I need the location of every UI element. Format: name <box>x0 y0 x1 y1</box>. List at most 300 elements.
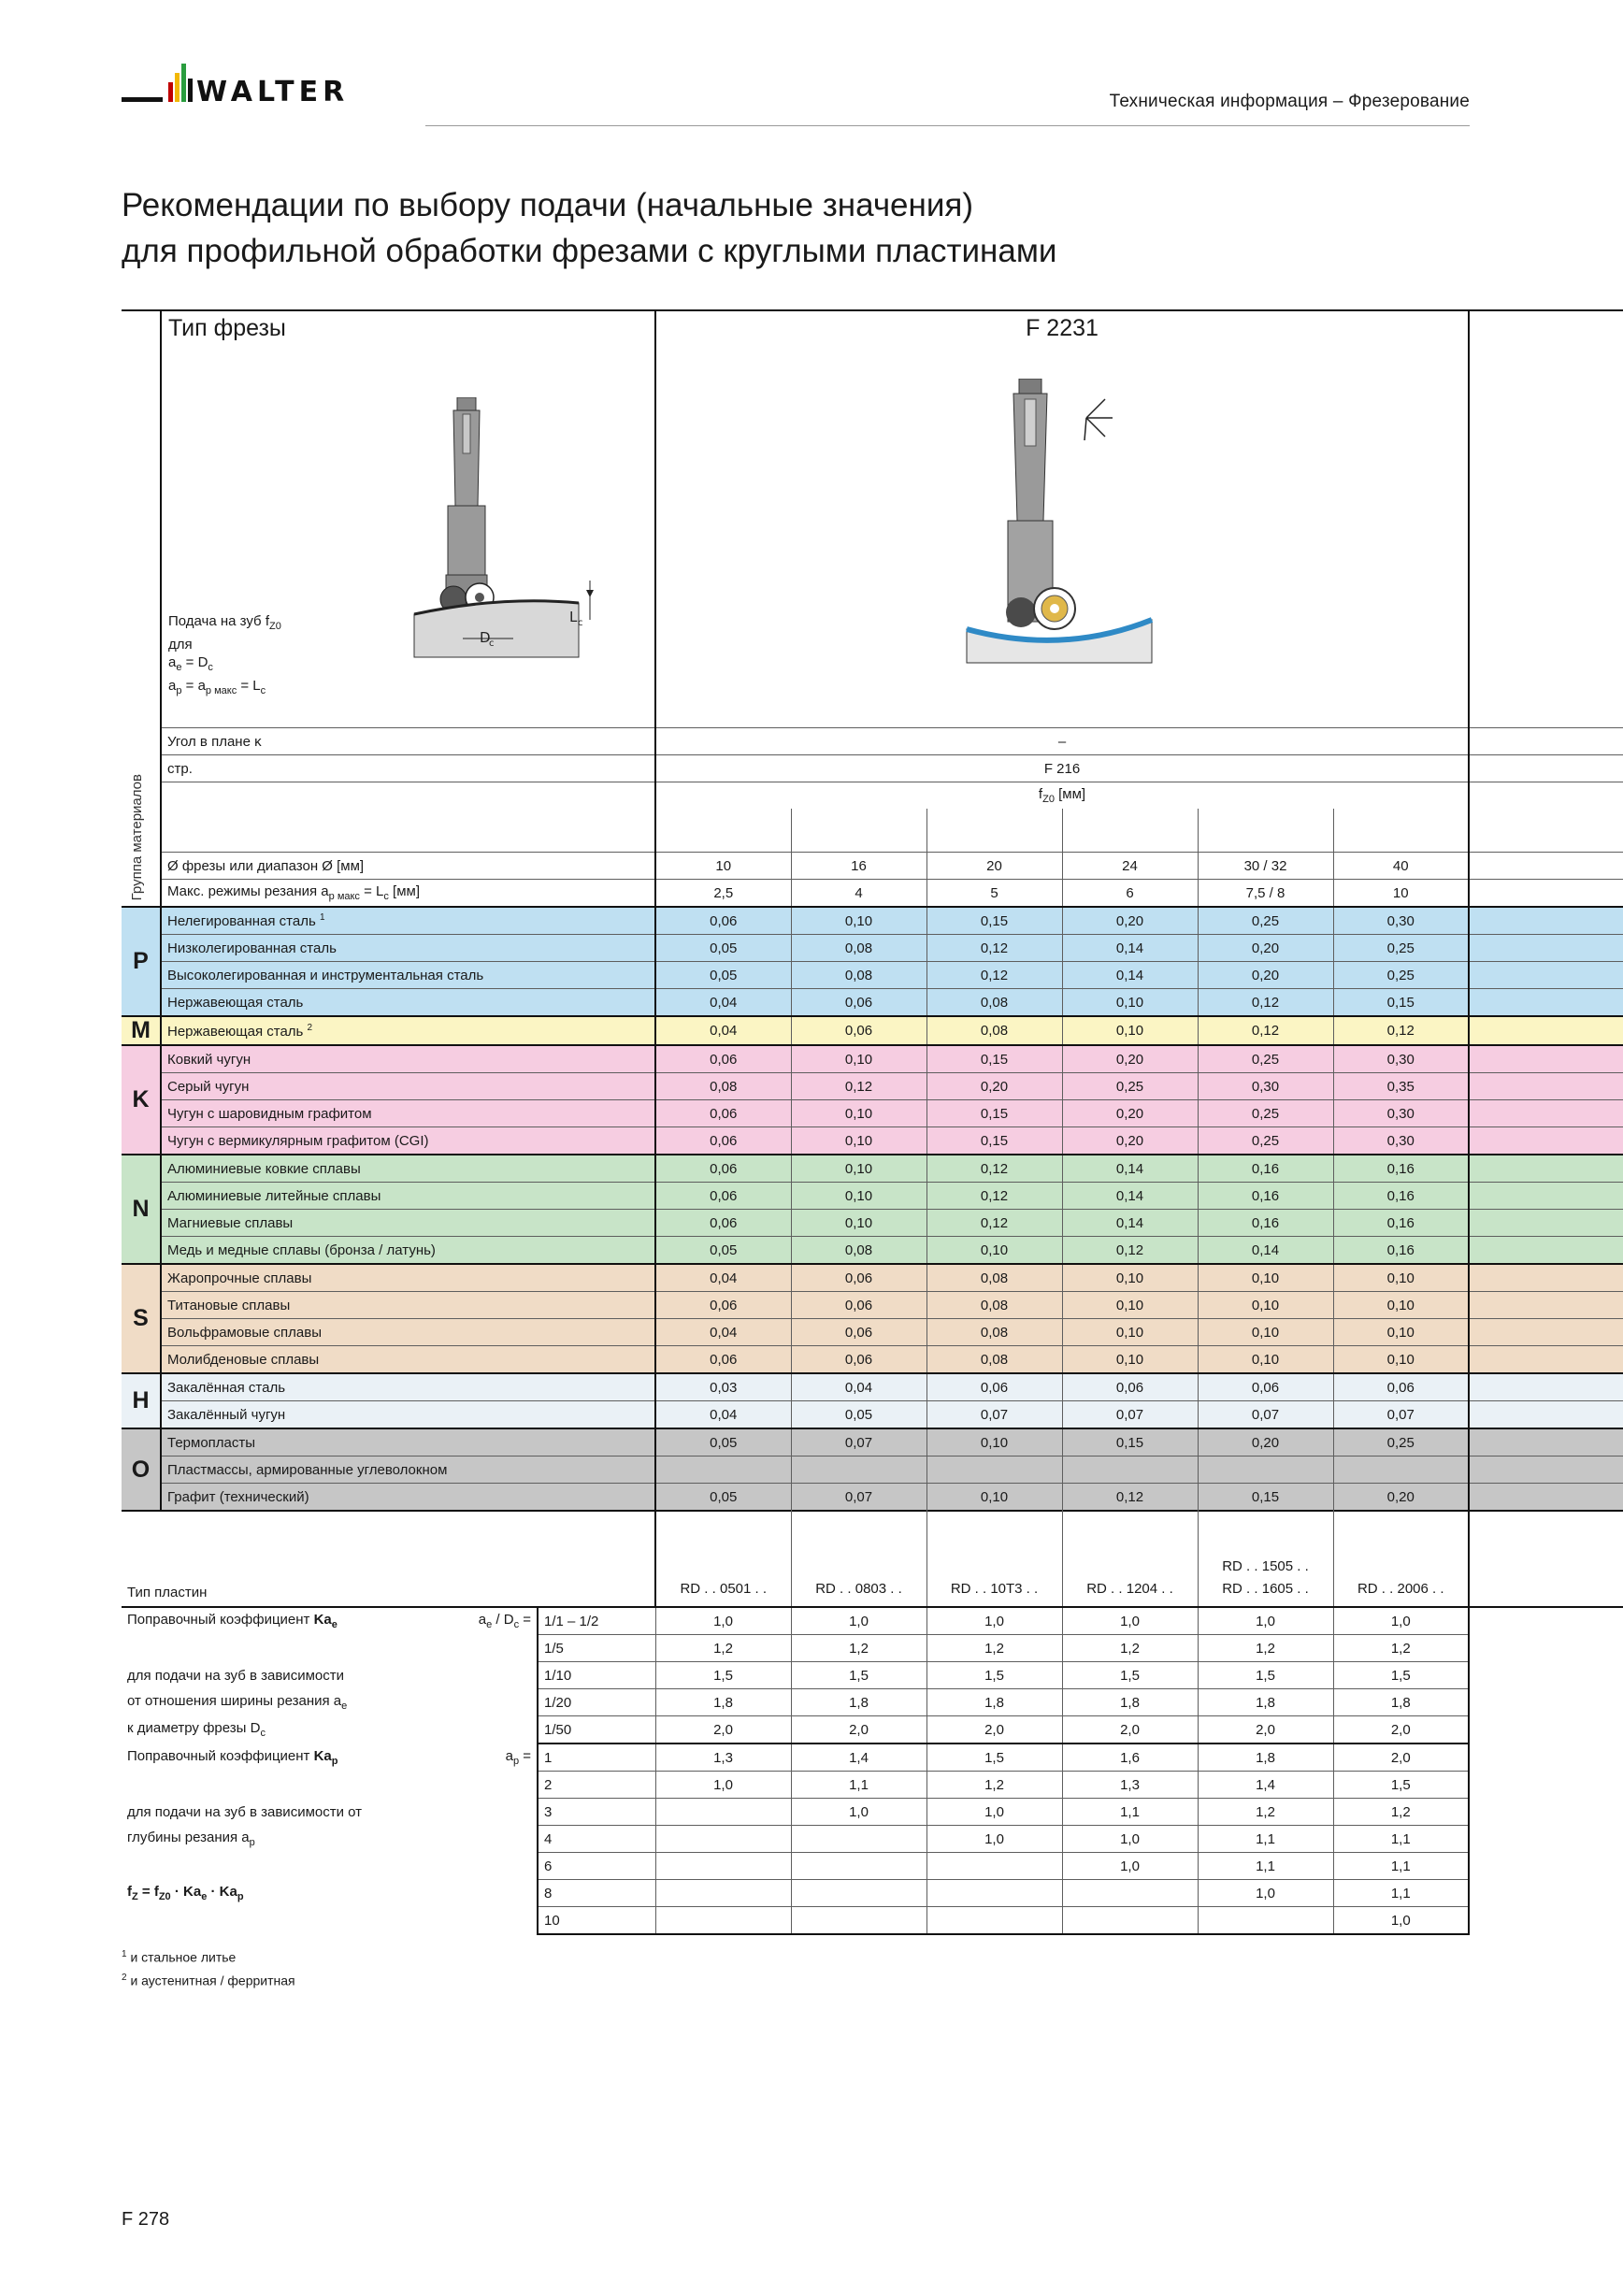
feed-value: 0,08 <box>926 1016 1062 1045</box>
material-row <box>122 989 1623 1017</box>
kae-value: 2,0 <box>655 1716 791 1744</box>
kap-ap-label: $a_p$ = <box>505 1747 531 1767</box>
kap-value: 1,5 <box>926 1744 1062 1772</box>
material-row <box>122 1237 1623 1265</box>
kap-value: 1,1 <box>1333 1826 1469 1853</box>
feed-value: 0,05 <box>655 1484 791 1512</box>
kap-value: 1,2 <box>926 1772 1062 1799</box>
kap-value <box>655 1799 791 1826</box>
kae-value: 1,5 <box>791 1662 926 1689</box>
feed-value: 0,20 <box>1062 907 1198 935</box>
feed-value: 0,10 <box>926 1237 1062 1265</box>
material-row <box>122 1292 1623 1319</box>
feed-value: 0,04 <box>655 1401 791 1429</box>
feed-value: 0,07 <box>791 1484 926 1512</box>
kae-condition: 1/10 <box>538 1662 655 1689</box>
kap-value: 1,0 <box>1333 1907 1469 1935</box>
feed-value: 0,15 <box>1062 1428 1198 1457</box>
insert-type: RD . . 1204 . . <box>1062 1501 1198 1607</box>
feed-value <box>791 1457 926 1484</box>
feed-value: 0,30 <box>1333 907 1469 935</box>
kap-value <box>1062 1907 1198 1935</box>
feed-value: 0,16 <box>1333 1210 1469 1237</box>
feed-value: 0,16 <box>1198 1210 1333 1237</box>
feed-value <box>1333 1457 1469 1484</box>
kae-value: 2,0 <box>1198 1716 1333 1744</box>
kap-value: 1,3 <box>1062 1772 1198 1799</box>
kap-value <box>655 1853 791 1880</box>
material-group-label: Группа материалов <box>129 773 145 900</box>
insert-label: Тип пластин <box>122 1501 655 1607</box>
page-ref: F 216 <box>655 755 1469 782</box>
feed-value: 0,07 <box>791 1428 926 1457</box>
feed-value: 0,04 <box>655 989 791 1017</box>
feed-value: 0,06 <box>1062 1373 1198 1401</box>
brand-wordmark: WALTER <box>196 76 350 108</box>
kap-condition: 6 <box>538 1853 655 1880</box>
feed-value <box>655 1457 791 1484</box>
feed-value: 0,25 <box>1333 935 1469 962</box>
material-row <box>122 935 1623 962</box>
feed-value: 0,08 <box>791 935 926 962</box>
material-row <box>122 1016 1623 1045</box>
material-group-h: H <box>122 1373 161 1428</box>
kap-value: 1,0 <box>655 1772 791 1799</box>
kae-condition: 1/20 <box>538 1689 655 1716</box>
kap-value <box>1062 1880 1198 1907</box>
feed-value: 0,08 <box>655 1073 791 1100</box>
material-name: Пластмассы, армированные углеволокном <box>161 1457 655 1484</box>
kap-row <box>122 1907 1623 1935</box>
cutting-depth-label: Макс. режимы резания $a_{p макс} = L_c$ [мм] <box>161 880 655 908</box>
feed-value <box>926 1457 1062 1484</box>
material-row <box>122 1045 1623 1073</box>
feed-value: 0,30 <box>1333 1100 1469 1127</box>
kap-condition: 8 <box>538 1880 655 1907</box>
kae-row: от отношения ширины резания $a_e$ 1/20 1,8 1,8 1,8 1,8 1,8 1,8 <box>122 1689 1623 1716</box>
feed-value: 0,08 <box>926 989 1062 1017</box>
page-title-line-1: Рекомендации по выбору подачи (начальные значения) <box>122 187 974 223</box>
page-label: стр. <box>161 755 655 782</box>
kap-value <box>926 1880 1062 1907</box>
feed-value: 0,06 <box>1198 1373 1333 1401</box>
kae-row <box>122 1607 1623 1635</box>
kap-value: 1,4 <box>791 1744 926 1772</box>
kae-value: 1,0 <box>655 1607 791 1635</box>
diameter-label: Ø фрезы или диапазон Ø [мм] <box>161 853 655 880</box>
material-name: Термопласты <box>161 1428 655 1457</box>
kae-row <box>122 1635 1623 1662</box>
feed-value: 0,10 <box>1062 989 1198 1017</box>
feed-value: 0,04 <box>791 1373 926 1401</box>
feed-value: 0,10 <box>791 1045 926 1073</box>
spacer-row <box>122 809 1623 853</box>
diameter-row <box>122 853 1623 880</box>
kap-value: 2,0 <box>1333 1744 1469 1772</box>
feed-value: 0,12 <box>1062 1237 1198 1265</box>
feed-value: 0,06 <box>791 1016 926 1045</box>
feed-value: 0,04 <box>655 1319 791 1346</box>
kap-value <box>791 1826 926 1853</box>
feed-value: 0,10 <box>1062 1292 1198 1319</box>
page-title-line-2: для профильной обработки фрезами с круглыми пластинами <box>122 233 1057 269</box>
footnote-mark: 2 <box>307 1022 313 1033</box>
feed-value: 0,12 <box>926 1210 1062 1237</box>
angle-value: – <box>655 728 1469 755</box>
feed-value: 0,06 <box>1333 1373 1469 1401</box>
feed-formula: $f_Z = f_{Z0} \cdot Ka_e \cdot Ka_p$ <box>127 1884 244 1902</box>
cutting-depth-row <box>122 880 1623 908</box>
feed-value: 0,06 <box>655 1045 791 1073</box>
kap-value: 1,8 <box>1198 1744 1333 1772</box>
feed-value: 0,06 <box>791 1292 926 1319</box>
feed-value: 0,15 <box>926 1045 1062 1073</box>
fz-label: $f_{Z0}$ [мм] <box>655 782 1469 810</box>
material-row <box>122 1401 1623 1429</box>
kap-value <box>655 1907 791 1935</box>
feed-value: 0,10 <box>1198 1292 1333 1319</box>
feed-value: 0,10 <box>1062 1016 1198 1045</box>
material-group-m: M <box>122 1016 161 1045</box>
kae-value: 2,0 <box>1062 1716 1198 1744</box>
kap-value: 1,2 <box>1333 1799 1469 1826</box>
extra-column-cell <box>1469 310 1623 728</box>
feed-value: 0,10 <box>1333 1346 1469 1374</box>
feed-value: 0,25 <box>1198 907 1333 935</box>
angle-row <box>122 728 1623 755</box>
feed-value: 0,08 <box>926 1264 1062 1292</box>
feed-value: 0,06 <box>791 1319 926 1346</box>
kap-condition: 2 <box>538 1772 655 1799</box>
feed-value: 0,06 <box>655 1346 791 1374</box>
kap-value: 1,1 <box>1333 1880 1469 1907</box>
material-name: Жаропрочные сплавы <box>161 1264 655 1292</box>
kap-value: 1,1 <box>1198 1826 1333 1853</box>
kae-row: к диаметру фрезы $D_c$ 1/50 2,0 2,0 2,0 2,0 2,0 2,0 <box>122 1716 1623 1744</box>
kae-value: 2,0 <box>791 1716 926 1744</box>
kae-value: 1,2 <box>655 1635 791 1662</box>
kap-value: 1,1 <box>1062 1799 1198 1826</box>
feed-value: 0,05 <box>655 1237 791 1265</box>
kap-value: 1,1 <box>1198 1853 1333 1880</box>
feed-value: 0,16 <box>1333 1237 1469 1265</box>
material-row <box>122 1155 1623 1183</box>
kap-condition: 10 <box>538 1907 655 1935</box>
feed-value: 0,16 <box>1198 1155 1333 1183</box>
kae-condition: 1/5 <box>538 1635 655 1662</box>
correction-table <box>122 1501 1623 1935</box>
kae-value: 1,8 <box>1333 1689 1469 1716</box>
feed-value: 0,12 <box>1062 1484 1198 1512</box>
kap-row: глубины резания $a_p$ 4 1,0 1,0 1,1 1,1 <box>122 1826 1623 1853</box>
material-row <box>122 1100 1623 1127</box>
feed-value: 0,03 <box>655 1373 791 1401</box>
feed-value: 0,10 <box>791 1210 926 1237</box>
tool-type-label: Тип фрезы <box>168 315 286 341</box>
kae-ratio-label: $a_e / D_c$ = <box>478 1612 531 1631</box>
kae-title: Поправочный коэффициент $Ka_e$ <box>127 1612 338 1631</box>
feed-value: 0,10 <box>791 907 926 935</box>
kap-row <box>122 1853 1623 1880</box>
feed-value: 0,06 <box>655 1155 791 1183</box>
feed-value: 0,10 <box>1333 1292 1469 1319</box>
kap-desc: для подачи на зуб в зависимости от <box>127 1803 363 1820</box>
page-number: F 278 <box>122 2209 170 2230</box>
feed-value: 0,10 <box>1198 1346 1333 1374</box>
material-name: Нержавеющая сталь $^2$ <box>161 1016 655 1045</box>
feed-value: 0,06 <box>926 1373 1062 1401</box>
feed-value: 0,14 <box>1062 962 1198 989</box>
kae-value: 1,0 <box>1333 1607 1469 1635</box>
feed-value: 0,12 <box>926 1155 1062 1183</box>
feed-value: 0,05 <box>655 1428 791 1457</box>
material-name: Ковкий чугун <box>161 1045 655 1073</box>
material-row <box>122 1319 1623 1346</box>
feed-value: 0,14 <box>1062 935 1198 962</box>
kap-value: 1,5 <box>1333 1772 1469 1799</box>
feed-diagram <box>412 397 599 668</box>
material-row <box>122 1210 1623 1237</box>
diameter-value: 16 <box>791 853 926 880</box>
feed-value: 0,14 <box>1198 1237 1333 1265</box>
feed-value: 0,15 <box>926 907 1062 935</box>
insert-type: RD . . 2006 . . <box>1333 1501 1469 1607</box>
kae-value: 1,2 <box>1198 1635 1333 1662</box>
material-group-k: K <box>122 1045 161 1155</box>
feed-value: 0,08 <box>926 1319 1062 1346</box>
material-name: Нержавеющая сталь <box>161 989 655 1017</box>
footnote-2: $^2$ и аустенитная / ферритная <box>122 1972 295 1988</box>
material-row <box>122 1183 1623 1210</box>
feed-value: 0,10 <box>1062 1346 1198 1374</box>
material-name: Магниевые сплавы <box>161 1210 655 1237</box>
feed-value: 0,14 <box>1062 1155 1198 1183</box>
feed-value: 0,30 <box>1333 1045 1469 1073</box>
svg-text:c: c <box>489 639 495 649</box>
material-name: Закалённая сталь <box>161 1373 655 1401</box>
material-group-o: O <box>122 1428 161 1511</box>
feed-value: 0,20 <box>1062 1127 1198 1155</box>
kap-row <box>122 1744 1623 1772</box>
diameter-value: 30 / 32 <box>1198 853 1333 880</box>
feed-value <box>1062 1457 1198 1484</box>
kae-condition: 1/50 <box>538 1716 655 1744</box>
insert-type: RD . . 0501 . . <box>655 1501 791 1607</box>
kae-value: 1,5 <box>1198 1662 1333 1689</box>
feed-value: 0,06 <box>655 1183 791 1210</box>
feed-value: 0,16 <box>1198 1183 1333 1210</box>
kae-value: 1,0 <box>926 1607 1062 1635</box>
tool-name: F 2231 <box>1026 315 1099 341</box>
material-group-cell <box>122 310 161 907</box>
feed-value: 0,07 <box>1062 1401 1198 1429</box>
material-row <box>122 1457 1623 1484</box>
feed-value: 0,15 <box>926 1100 1062 1127</box>
feed-value: 0,12 <box>1333 1016 1469 1045</box>
kae-value: 1,5 <box>1333 1662 1469 1689</box>
feed-value: 0,25 <box>1062 1073 1198 1100</box>
walter-logo <box>122 58 402 116</box>
feed-value: 0,10 <box>1333 1319 1469 1346</box>
kae-value: 1,0 <box>791 1607 926 1635</box>
kap-value: 1,3 <box>655 1744 791 1772</box>
kap-condition: 3 <box>538 1799 655 1826</box>
feed-value: 0,10 <box>1198 1319 1333 1346</box>
kae-desc: для подачи на зуб в зависимости <box>127 1667 344 1684</box>
feed-value: 0,04 <box>655 1264 791 1292</box>
material-row <box>122 907 1623 935</box>
feed-value: 0,12 <box>926 935 1062 962</box>
cutting-depth-value: 6 <box>1062 880 1198 908</box>
diameter-value: 40 <box>1333 853 1469 880</box>
feed-value: 0,12 <box>926 962 1062 989</box>
feed-value: 0,20 <box>1062 1100 1198 1127</box>
feed-value: 0,12 <box>791 1073 926 1100</box>
kae-value: 1,2 <box>791 1635 926 1662</box>
cutting-depth-value: 2,5 <box>655 880 791 908</box>
lc-label: L <box>569 609 578 625</box>
material-name: Алюминиевые литейные сплавы <box>161 1183 655 1210</box>
feed-value: 0,10 <box>791 1183 926 1210</box>
f2231-tool-image <box>965 379 1161 668</box>
cutting-depth-value: 10 <box>1333 880 1469 908</box>
kae-value: 1,2 <box>926 1635 1062 1662</box>
material-name: Высоколегированная и инструментальная сталь <box>161 962 655 989</box>
page-row <box>122 755 1623 782</box>
tool-illustration-cell <box>655 310 1469 728</box>
feed-value <box>1198 1457 1333 1484</box>
kap-value: 1,1 <box>791 1772 926 1799</box>
feed-value: 0,20 <box>926 1073 1062 1100</box>
kap-value: 1,6 <box>1062 1744 1198 1772</box>
cutting-depth-value: 4 <box>791 880 926 908</box>
diameter-value: 20 <box>926 853 1062 880</box>
feed-value: 0,10 <box>1062 1264 1198 1292</box>
kap-value <box>791 1853 926 1880</box>
feed-value: 0,25 <box>1333 1428 1469 1457</box>
feed-value: 0,14 <box>1062 1210 1198 1237</box>
feed-value: 0,07 <box>1333 1401 1469 1429</box>
kae-value: 1,8 <box>791 1689 926 1716</box>
material-row <box>122 1428 1623 1457</box>
feed-value: 0,06 <box>655 907 791 935</box>
kap-value <box>926 1853 1062 1880</box>
header-divider <box>425 125 1470 126</box>
feed-value: 0,06 <box>791 989 926 1017</box>
kap-value: 1,2 <box>1198 1799 1333 1826</box>
feed-value: 0,20 <box>1198 1428 1333 1457</box>
kap-value: 1,0 <box>926 1826 1062 1853</box>
material-row <box>122 1127 1623 1155</box>
kap-value: 1,0 <box>1062 1853 1198 1880</box>
footnote-mark: 1 <box>319 912 325 923</box>
feed-value: 0,12 <box>1198 1016 1333 1045</box>
feed-value: 0,25 <box>1198 1100 1333 1127</box>
kae-value: 1,2 <box>1062 1635 1198 1662</box>
kap-value <box>791 1880 926 1907</box>
feed-value: 0,06 <box>655 1292 791 1319</box>
material-name: Чугун с шаровидным графитом <box>161 1100 655 1127</box>
kap-value <box>655 1880 791 1907</box>
kap-row <box>122 1799 1623 1826</box>
feed-value: 0,10 <box>1198 1264 1333 1292</box>
material-row <box>122 962 1623 989</box>
kae-value: 1,0 <box>1198 1607 1333 1635</box>
kae-value: 1,0 <box>1062 1607 1198 1635</box>
kae-value: 1,5 <box>926 1662 1062 1689</box>
svg-text:c: c <box>578 618 583 628</box>
material-group-s: S <box>122 1264 161 1373</box>
kae-value: 1,5 <box>1062 1662 1198 1689</box>
feed-value: 0,10 <box>1062 1319 1198 1346</box>
material-row <box>122 1346 1623 1374</box>
feed-value: 0,05 <box>655 962 791 989</box>
feed-value: 0,06 <box>791 1264 926 1292</box>
feed-value: 0,06 <box>655 1210 791 1237</box>
insert-type: RD . . 1505 . . RD . . 1605 . . <box>1198 1501 1333 1607</box>
footnote-1: $^1$ и стальное литье <box>122 1949 237 1965</box>
cutting-depth-value: 7,5 / 8 <box>1198 880 1333 908</box>
kae-row <box>122 1662 1623 1689</box>
feed-value: 0,08 <box>791 1237 926 1265</box>
material-group-p: P <box>122 907 161 1016</box>
diameter-value: 24 <box>1062 853 1198 880</box>
kap-title: Поправочный коэффициент $Ka_p$ <box>127 1747 338 1767</box>
feed-value: 0,35 <box>1333 1073 1469 1100</box>
material-row <box>122 1264 1623 1292</box>
feed-value: 0,14 <box>1062 1183 1198 1210</box>
material-name: Молибденовые сплавы <box>161 1346 655 1374</box>
feed-value: 0,25 <box>1198 1045 1333 1073</box>
material-row <box>122 1073 1623 1100</box>
feed-value: 0,20 <box>1198 962 1333 989</box>
fz-header-row <box>122 782 1623 810</box>
feed-value: 0,10 <box>1333 1264 1469 1292</box>
feed-value: 0,04 <box>655 1016 791 1045</box>
kae-value: 1,8 <box>926 1689 1062 1716</box>
feed-value: 0,06 <box>655 1127 791 1155</box>
feed-value: 0,15 <box>1198 1484 1333 1512</box>
cutting-depth-value: 5 <box>926 880 1062 908</box>
kae-value: 2,0 <box>926 1716 1062 1744</box>
kae-value: 1,8 <box>1062 1689 1198 1716</box>
feed-value: 0,12 <box>926 1183 1062 1210</box>
insert-type: RD . . 0803 . . <box>791 1501 926 1607</box>
feed-value: 0,07 <box>926 1401 1062 1429</box>
feed-value: 0,25 <box>1198 1127 1333 1155</box>
kap-value: 1,4 <box>1198 1772 1333 1799</box>
kae-value: 1,8 <box>655 1689 791 1716</box>
kap-value: 1,0 <box>791 1799 926 1826</box>
kap-row <box>122 1772 1623 1799</box>
section-title: Техническая информация – Фрезерование <box>1109 92 1470 111</box>
feed-value: 0,10 <box>791 1155 926 1183</box>
insert-type: RD . . 10T3 . . <box>926 1501 1062 1607</box>
feed-value: 0,20 <box>1062 1045 1198 1073</box>
kap-value <box>1198 1907 1333 1935</box>
page-title <box>122 182 1056 274</box>
material-name: Закалённый чугун <box>161 1401 655 1429</box>
feed-value: 0,25 <box>1333 962 1469 989</box>
feed-value: 0,08 <box>926 1292 1062 1319</box>
material-name: Серый чугун <box>161 1073 655 1100</box>
feed-value: 0,30 <box>1333 1127 1469 1155</box>
kap-value: 1,0 <box>1198 1880 1333 1907</box>
feed-value: 0,10 <box>926 1484 1062 1512</box>
kae-value: 1,2 <box>1333 1635 1469 1662</box>
material-row <box>122 1373 1623 1401</box>
feed-value: 0,30 <box>1198 1073 1333 1100</box>
